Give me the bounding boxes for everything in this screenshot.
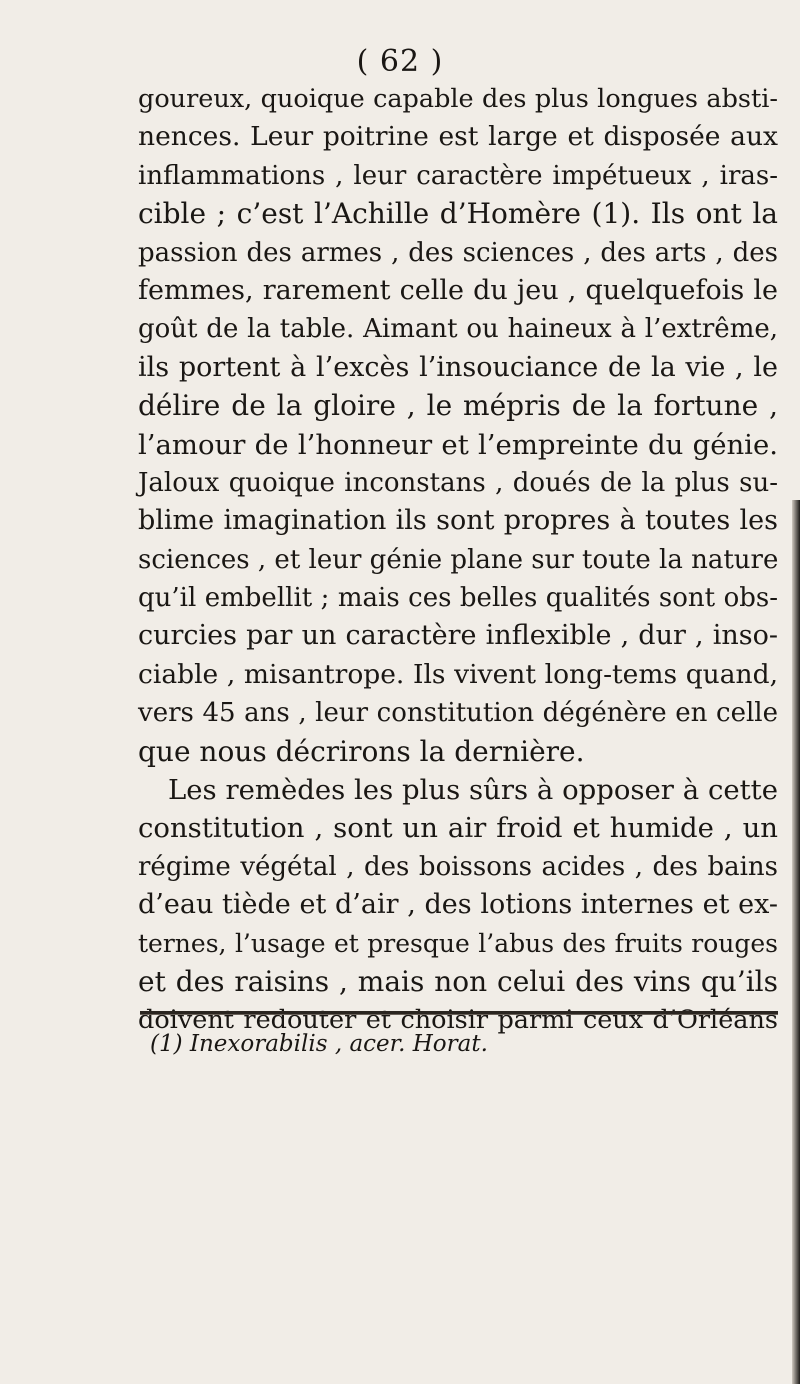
page-number: ( 62 ) <box>356 44 444 79</box>
text-line: qu’il embellit ; mais ces belles qualités sont obs- <box>138 583 778 614</box>
text-line: ciable , misantrope. Ils vivent long-tems quand, <box>138 658 778 690</box>
footnote-rule <box>140 1011 778 1015</box>
text-line: curcies par un caractère inflexible , dur , inso- <box>138 620 778 652</box>
text-line: l’amour de l’honneur et l’empreinte du génie. <box>138 428 778 461</box>
text-line: constitution , sont un air froid et humide , un <box>138 812 778 845</box>
text-line: délire de la gloire , le mépris de la fortune , <box>138 389 778 423</box>
text-line: Les remèdes les plus sûrs à opposer à cette <box>168 774 778 807</box>
text-line: ternes, l’usage et presque l’abus des fruits rouges <box>138 928 778 958</box>
text-line: blime imagination ils sont propres à toutes les <box>138 505 778 537</box>
text-line: vers 45 ans , leur constitution dégénère en celle <box>138 698 778 729</box>
text-line: femmes, rarement celle du jeu , quelquefois le <box>138 274 778 306</box>
text-line: sciences , et leur génie plane sur toute la nature <box>138 544 779 575</box>
text-line: cible ; c’est l’Achille d’Homère (1). Ils ont la <box>138 197 778 231</box>
text-line: et des raisins , mais non celui des vins qu’ils <box>138 964 778 998</box>
text-line: ils portent à l’excès l’insouciance de la vie , le <box>138 351 778 383</box>
text-line: goureux, quoique capable des plus longues absti- <box>138 84 778 114</box>
text-line: goût de la table. Aimant ou haineux à l’extrême, <box>138 314 778 345</box>
text-line: que nous décrirons la dernière. <box>138 734 585 768</box>
text-line: doivent redouter et choisir parmi ceux d’Orléans <box>138 1005 778 1036</box>
text-line: nences. Leur poitrine est large et disposée aux <box>138 121 778 153</box>
footnote: (1) Inexorabilis , acer. Horat. <box>150 1031 488 1057</box>
text-line: inflammations , leur caractère impétueux , iras- <box>138 160 778 191</box>
text-line: régime végétal , des boissons acides , des bains <box>138 851 778 882</box>
text-line: Jaloux quoique inconstans , doués de la plus su- <box>138 467 778 498</box>
body-text <box>138 80 778 1040</box>
text-line: passion des armes , des sciences , des arts , des <box>138 237 778 268</box>
text-line: d’eau tiède et d’air , des lotions internes et ex- <box>138 889 778 921</box>
page-edge-shadow <box>792 500 800 1384</box>
